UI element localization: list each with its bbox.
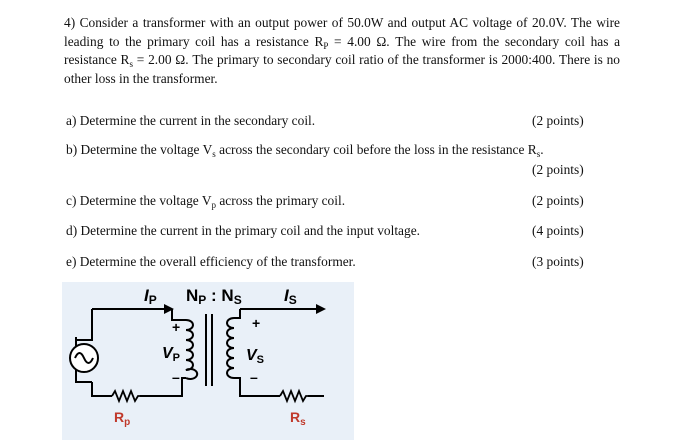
vs-minus-sign: – — [250, 369, 258, 385]
primary-coil-icon — [186, 320, 197, 379]
secondary-coil-icon — [227, 318, 234, 378]
points-c: (2 points) — [532, 193, 584, 208]
points-d: (4 points) — [532, 223, 584, 238]
question-c — [66, 193, 345, 209]
problem-number: 4) — [64, 15, 76, 30]
primary-bottom-left-wire — [92, 382, 112, 396]
points-e: (3 points) — [532, 254, 584, 269]
question-b-sub-2: s — [536, 149, 541, 159]
vs-plus-sign: + — [252, 315, 261, 331]
question-b-sub-1: s — [212, 149, 216, 159]
is-arrowhead — [316, 304, 326, 314]
question-b-text-1: b) Determine the voltage V — [66, 142, 213, 157]
resistor-rp-icon — [112, 391, 140, 401]
rp-label: $R_p$ — [114, 409, 131, 428]
problem-text-1: Consider a transformer with an output power of 50.0W and output AC voltage of 20.0V. The wire leading to the primary coil has a resistance R — [64, 15, 620, 49]
question-c-text-1: c) Determine the voltage V — [66, 193, 212, 208]
transformer-circuit-figure — [62, 282, 354, 440]
question-c-sub: p — [211, 200, 217, 210]
resistor-rs-icon — [280, 391, 308, 401]
problem-text-2: = 4.00 Ω. The wire from the secondary coil has a resistance R — [64, 33, 621, 68]
turns-ratio-label: NP : NS — [186, 286, 242, 307]
ip-label: IP — [144, 286, 157, 307]
question-d: d) Determine the current in the primary coil and the input voltage. — [66, 223, 420, 238]
problem-sub-p: P — [323, 40, 329, 51]
question-e: e) Determine the overall efficiency of the transformer. — [66, 254, 356, 269]
question-a: a) Determine the current in the secondary coil. — [66, 113, 316, 128]
vs-label: VS — [246, 347, 265, 366]
question-b-text-2: across the secondary coil before the loss in the resistance R — [215, 142, 537, 157]
vp-minus-sign: – — [172, 369, 180, 385]
points-b: (2 points) — [532, 162, 584, 177]
problem-sub-s: s — [129, 59, 134, 70]
problem-text-3: = 2.00 Ω. The primary to secondary coil ratio of the transformer is 2000:400. There is no other loss in the transformer. — [64, 52, 621, 86]
vp-plus-sign: + — [172, 319, 181, 335]
question-c-text-2: across the primary coil. — [216, 193, 346, 208]
vp-label: VP — [162, 345, 181, 364]
rs-label: $R_s$ — [290, 409, 306, 428]
circuit-diagram — [62, 282, 354, 440]
points-a: (2 points) — [532, 113, 584, 128]
question-b — [66, 142, 544, 158]
secondary-top-wire — [234, 309, 240, 318]
question-b-text-3: . — [540, 142, 544, 157]
problem-statement — [64, 14, 620, 88]
is-label: IS — [284, 286, 297, 307]
